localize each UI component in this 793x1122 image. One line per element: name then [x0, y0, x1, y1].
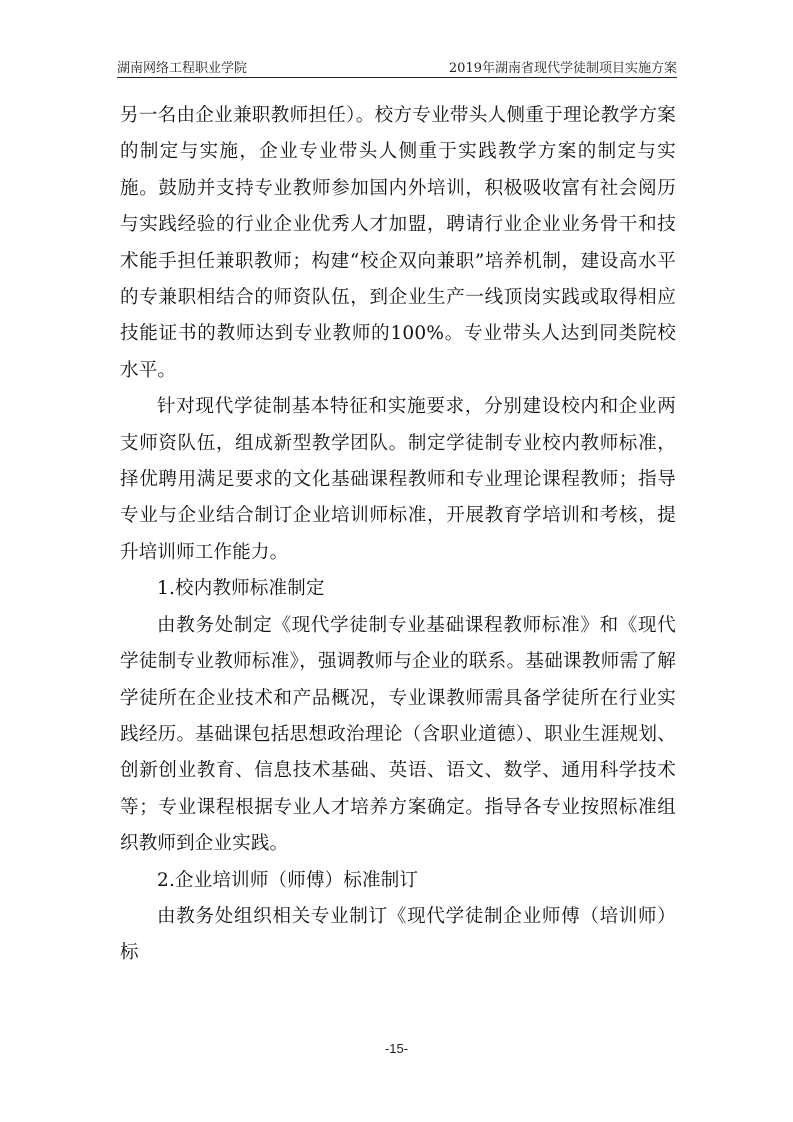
- header-document-title: 2019年湖南省现代学徒制项目实施方案: [448, 61, 677, 76]
- paragraph-teaching-team: 针对现代学徒制基本特征和实施要求，分别建设校内和企业两支师资队伍，组成新型教学团队。制定学徒制专业校内教师标准，择优聘用满足要求的文化基础课程教师和专业理论课程教师；指导专业与企业结合制订企业培训师标准，开展教育学培训和考核，提升培训师工作能力。: [120, 396, 676, 563]
- header-divider: [117, 77, 677, 78]
- document-body: [120, 98, 676, 972]
- paragraph-school-teacher-standard: 由教务处制定《现代学徒制专业基础课程教师标准》和《现代学徒制专业教师标准》，强调教师与企业的联系。基础课教师需了解学徒所在企业技术和产品概况，专业课教师需具备学徒所在行业实践经历。基础课包括思想政治理论（含职业道德）、职业生涯规划、创新创业教育、信息技术基础、英语、语文、数学、通用科学技术等；专业课程根据专业人才培养方案确定。指导各专业按照标准组织教师到企业实践。: [120, 614, 676, 855]
- page-number: -15-: [384, 1041, 409, 1056]
- section-heading-school-teacher-standard: 1.校内教师标准制定: [157, 578, 325, 600]
- paragraph-enterprise-trainer-standard: 由教务处组织相关专业制订《现代学徒制企业师傅（培训师）标: [120, 905, 676, 964]
- header-school-name: 湖南网络工程职业学院: [117, 61, 248, 76]
- paragraph-continuation: 另一名由企业兼职教师担任）。校方专业带头人侧重于理论教学方案的制定与实施，企业专业带头人侧重于实践教学方案的制定与实施。鼓励并支持专业教师参加国内外培训，积极吸收富有社会阅历与实践经验的行业企业优秀人才加盟，聘请行业企业业务骨干和技术能手担任兼职教师；构建“校企双向兼职”培养机制，建设高水平的专兼职相结合的师资队伍，到企业生产一线顶岗实践或取得相应技能证书的教师达到专业教师的100%。专业带头人达到同类院校水平。: [120, 105, 676, 381]
- section-heading-enterprise-trainer-standard: 2.企业培训师（师傅）标准制订: [157, 869, 419, 891]
- page-header: [117, 56, 677, 76]
